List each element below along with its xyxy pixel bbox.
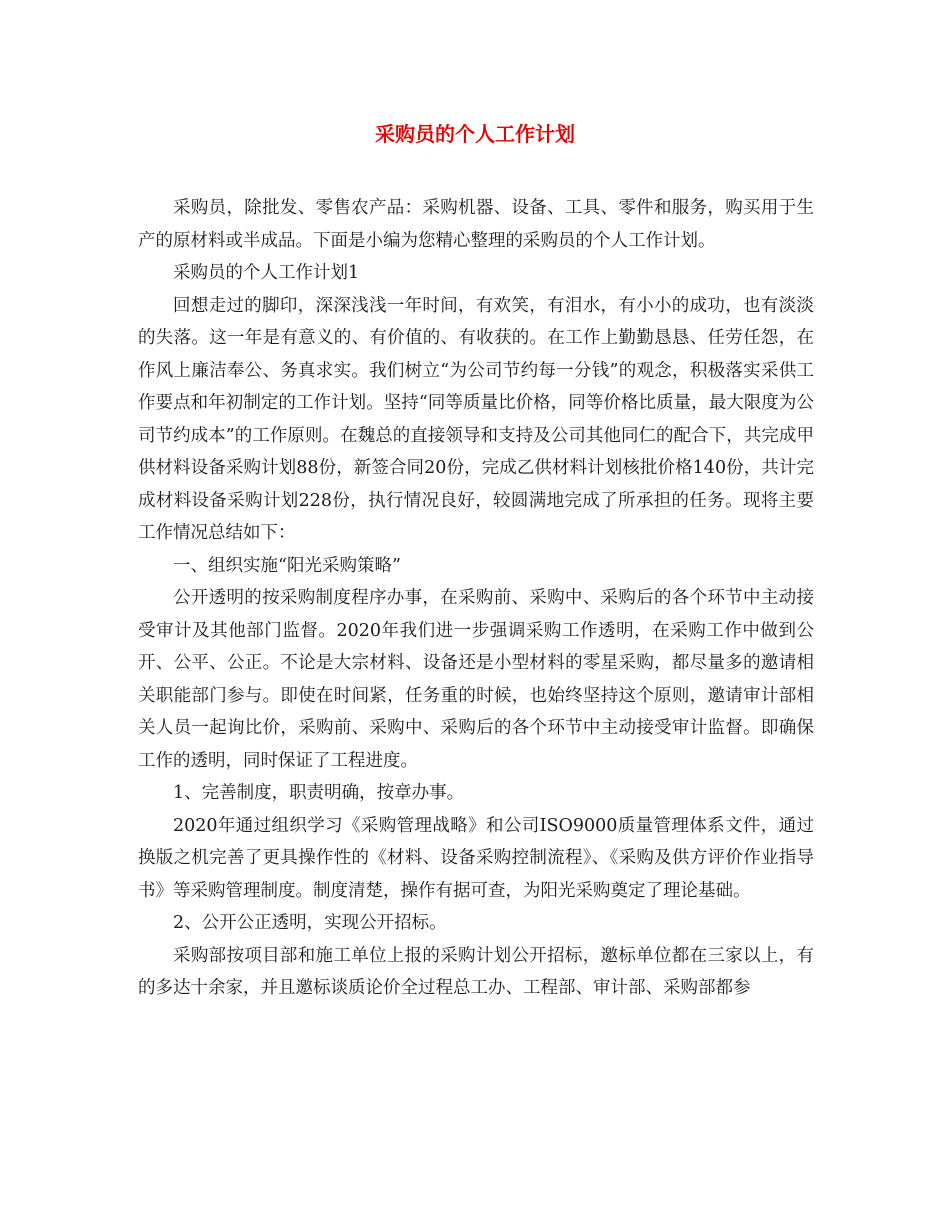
- document-title: 采购员的个人工作计划: [375, 122, 575, 146]
- subheading-improve-system: 1、完善制度，职责明确，按章办事。: [173, 783, 465, 803]
- paragraph-bidding-details: 采购部按项目部和施工单位上报的采购计划公开招标，邀标单位都在三家以上，有的多达十余家，并且邀标谈质论价全过程总工办、工程部、审计部、采购部都参: [138, 945, 814, 998]
- paragraph-intro: 采购员，除批发、零售农产品：采购机器、设备、工具、零件和服务，购买用于生产的原材料或半成品。下面是小编为您精心整理的采购员的个人工作计划。: [138, 198, 814, 251]
- paragraph-transparency: 公开透明的按采购制度程序办事，在采购前、采购中、采购后的各个环节中主动接受审计及其他部门监督。2020年我们进一步强调采购工作透明，在采购工作中做到公开、公平、公正。不论是大宗材料、设备还是小型材料的零星采购，都尽量多的邀请相关职能部门参与。即使在时间紧，任务重的时候，也始终坚持这个原则，邀请审计部相关人员一起询比价，采购前、采购中、采购后的各个环节中主动接受审计监督。即确保工作的透明，同时保证了工程进度。: [138, 588, 814, 771]
- paragraph-review: 回想走过的脚印，深深浅浅一年时间，有欢笑，有泪水，有小小的成功，也有淡淡的失落。这一年是有意义的、有价值的、有收获的。在工作上勤勤恳恳、任劳任怨，在作风上廉洁奉公、务真求实。我们树立“为公司节约每一分钱”的观念，积极落实采供工作要点和年初制定的工作计划。坚持“同等质量比价格，同等价格比质量，最大限度为公司节约成本”的工作原则。在魏总的直接领导和支持及公司其他同仁的配合下，共完成甲供材料设备采购计划88份，新签合同20份，完成乙供材料计划核批价格140份，共计完成材料设备采购计划228份，执行情况良好，较圆满地完成了所承担的任务。现将主要工作情况总结如下：: [138, 295, 814, 543]
- subheading-public-bidding: 2、公开公正透明，实现公开招标。: [173, 913, 447, 933]
- document-body: [138, 192, 814, 1005]
- section-heading-sunshine-procurement: 一、组织实施“阳光采购策略”: [173, 555, 401, 576]
- paragraph-system-details: 2020年通过组织学习《采购管理战略》和公司ISO9000质量管理体系文件，通过换版之机完善了更具操作性的《材料、设备采购控制流程》、《采购及供方评价作业指导书》等采购管理制度。制度清楚，操作有据可查，为阳光采购奠定了理论基础。: [138, 815, 814, 901]
- section-heading-plan-1: 采购员的个人工作计划1: [173, 263, 360, 283]
